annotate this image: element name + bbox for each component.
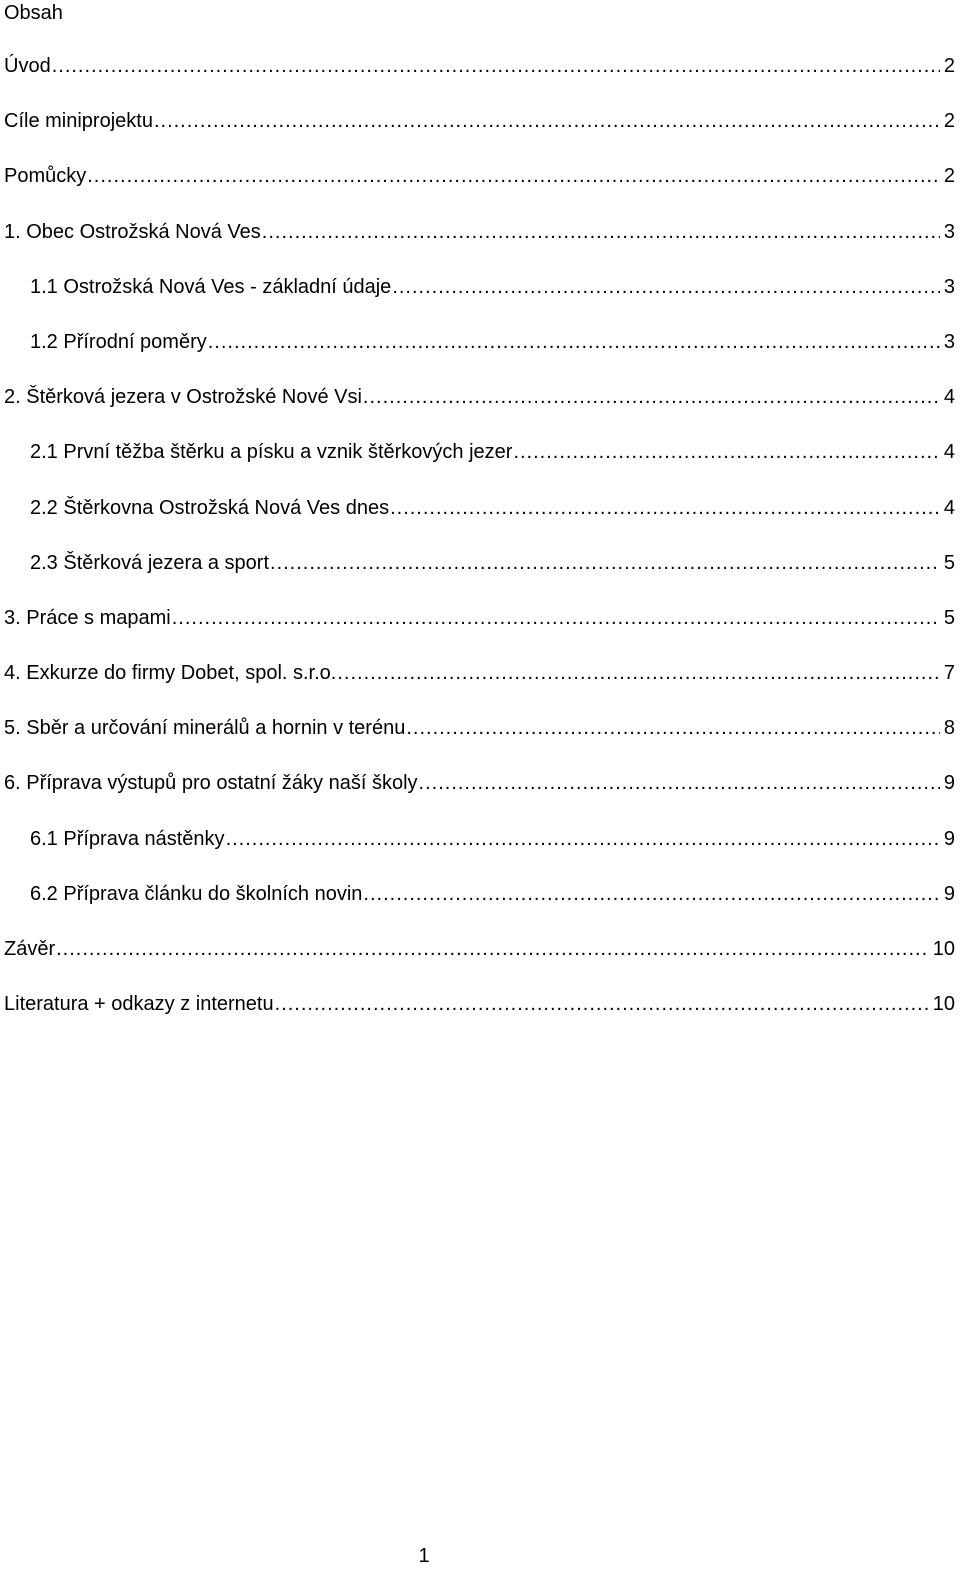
toc-dot-leader [154, 108, 940, 134]
toc-entry[interactable] [0, 715, 960, 770]
toc-dot-leader [56, 936, 929, 962]
toc-entry-page: 4 [943, 496, 955, 519]
toc-dot-leader [275, 991, 929, 1017]
toc-entry-page: 4 [943, 441, 955, 464]
table-of-contents [0, 53, 960, 1046]
toc-dot-leader [337, 660, 940, 686]
toc-entry-label: Pomůcky [4, 165, 87, 188]
toc-entry[interactable] [0, 881, 960, 936]
toc-dot-leader [390, 495, 940, 521]
toc-entry[interactable] [0, 219, 960, 274]
toc-dot-leader [513, 439, 939, 465]
toc-entry-page: 5 [943, 606, 955, 629]
toc-entry-page: 9 [943, 772, 955, 795]
page-number: 1 [418, 1545, 430, 1567]
toc-entry[interactable] [0, 108, 960, 163]
toc-entry-page: 5 [943, 551, 955, 574]
toc-dot-leader [87, 163, 940, 189]
toc-entry-label: 6. Příprava výstupů pro ostatní žáky naší školy [4, 772, 418, 795]
toc-entry[interactable] [0, 770, 960, 825]
toc-entry-label: 2.3 Štěrková jezera a sport [30, 551, 270, 574]
toc-entry-page: 4 [943, 386, 955, 409]
toc-entry[interactable] [0, 605, 960, 660]
toc-dot-leader [363, 384, 940, 410]
toc-entry-page: 10 [932, 993, 955, 1016]
toc-dot-leader [52, 53, 940, 79]
toc-dot-leader [406, 715, 940, 741]
toc-entry[interactable] [0, 936, 960, 991]
toc-entry-page: 2 [943, 110, 955, 133]
toc-entry[interactable] [0, 660, 960, 715]
toc-entry[interactable] [0, 163, 960, 218]
toc-entry[interactable] [0, 439, 960, 494]
toc-dot-leader [392, 274, 940, 300]
toc-entry[interactable] [0, 274, 960, 329]
toc-entry-page: 8 [943, 717, 955, 740]
toc-entry-label: Závěr [4, 938, 56, 960]
toc-entry-page: 3 [943, 275, 955, 298]
toc-dot-leader [226, 826, 940, 852]
toc-dot-leader [419, 770, 940, 796]
toc-entry-page: 2 [943, 55, 955, 77]
toc-entry-label: 3. Práce s mapami [4, 606, 171, 629]
toc-entry-label: 1. Obec Ostrožská Nová Ves [4, 220, 261, 243]
toc-dot-leader [172, 605, 940, 631]
toc-entry-label: 4. Exkurze do firmy Dobet, spol. s.r.o. [4, 662, 337, 685]
toc-entry-label: 5. Sběr a určování minerálů a hornin v terénu [4, 717, 406, 740]
toc-dot-leader [262, 219, 940, 245]
toc-dot-leader [363, 881, 939, 907]
toc-entry-label: 2. Štěrková jezera v Ostrožské Nové Vsi [4, 386, 362, 409]
toc-entry-page: 9 [943, 827, 955, 850]
toc-entry-label: 2.2 Štěrkovna Ostrožská Nová Ves dnes [30, 496, 390, 519]
toc-entry-label: Úvod [4, 55, 51, 77]
toc-entry-page: 2 [943, 165, 955, 188]
toc-entry-label: 1.2 Přírodní poměry [30, 330, 207, 353]
toc-entry[interactable] [0, 550, 960, 605]
toc-entry[interactable] [0, 384, 960, 439]
toc-entry-label: 2.1 První těžba štěrku a písku a vznik štěrkových jezer [30, 441, 513, 464]
toc-entry-page: 3 [943, 220, 955, 243]
toc-entry-label: 1.1 Ostrožská Nová Ves - základní údaje [30, 275, 392, 298]
toc-entry-label: 6.1 Příprava nástěnky [30, 827, 225, 850]
toc-entry[interactable] [0, 329, 960, 384]
toc-heading: Obsah [4, 2, 63, 24]
toc-entry-label: 6.2 Příprava článku do školních novin [30, 882, 363, 905]
toc-entry[interactable] [0, 495, 960, 550]
toc-entry-page: 7 [943, 662, 955, 685]
toc-entry-page: 10 [932, 938, 955, 960]
toc-entry[interactable] [0, 826, 960, 881]
toc-entry[interactable] [0, 991, 960, 1046]
toc-dot-leader [208, 329, 940, 355]
toc-entry[interactable] [0, 53, 960, 108]
toc-entry-label: Cíle miniprojektu [4, 110, 153, 133]
toc-entry-page: 9 [943, 882, 955, 905]
toc-entry-label: Literatura + odkazy z internetu [4, 993, 274, 1016]
toc-dot-leader [270, 550, 940, 576]
toc-entry-page: 3 [943, 330, 955, 353]
